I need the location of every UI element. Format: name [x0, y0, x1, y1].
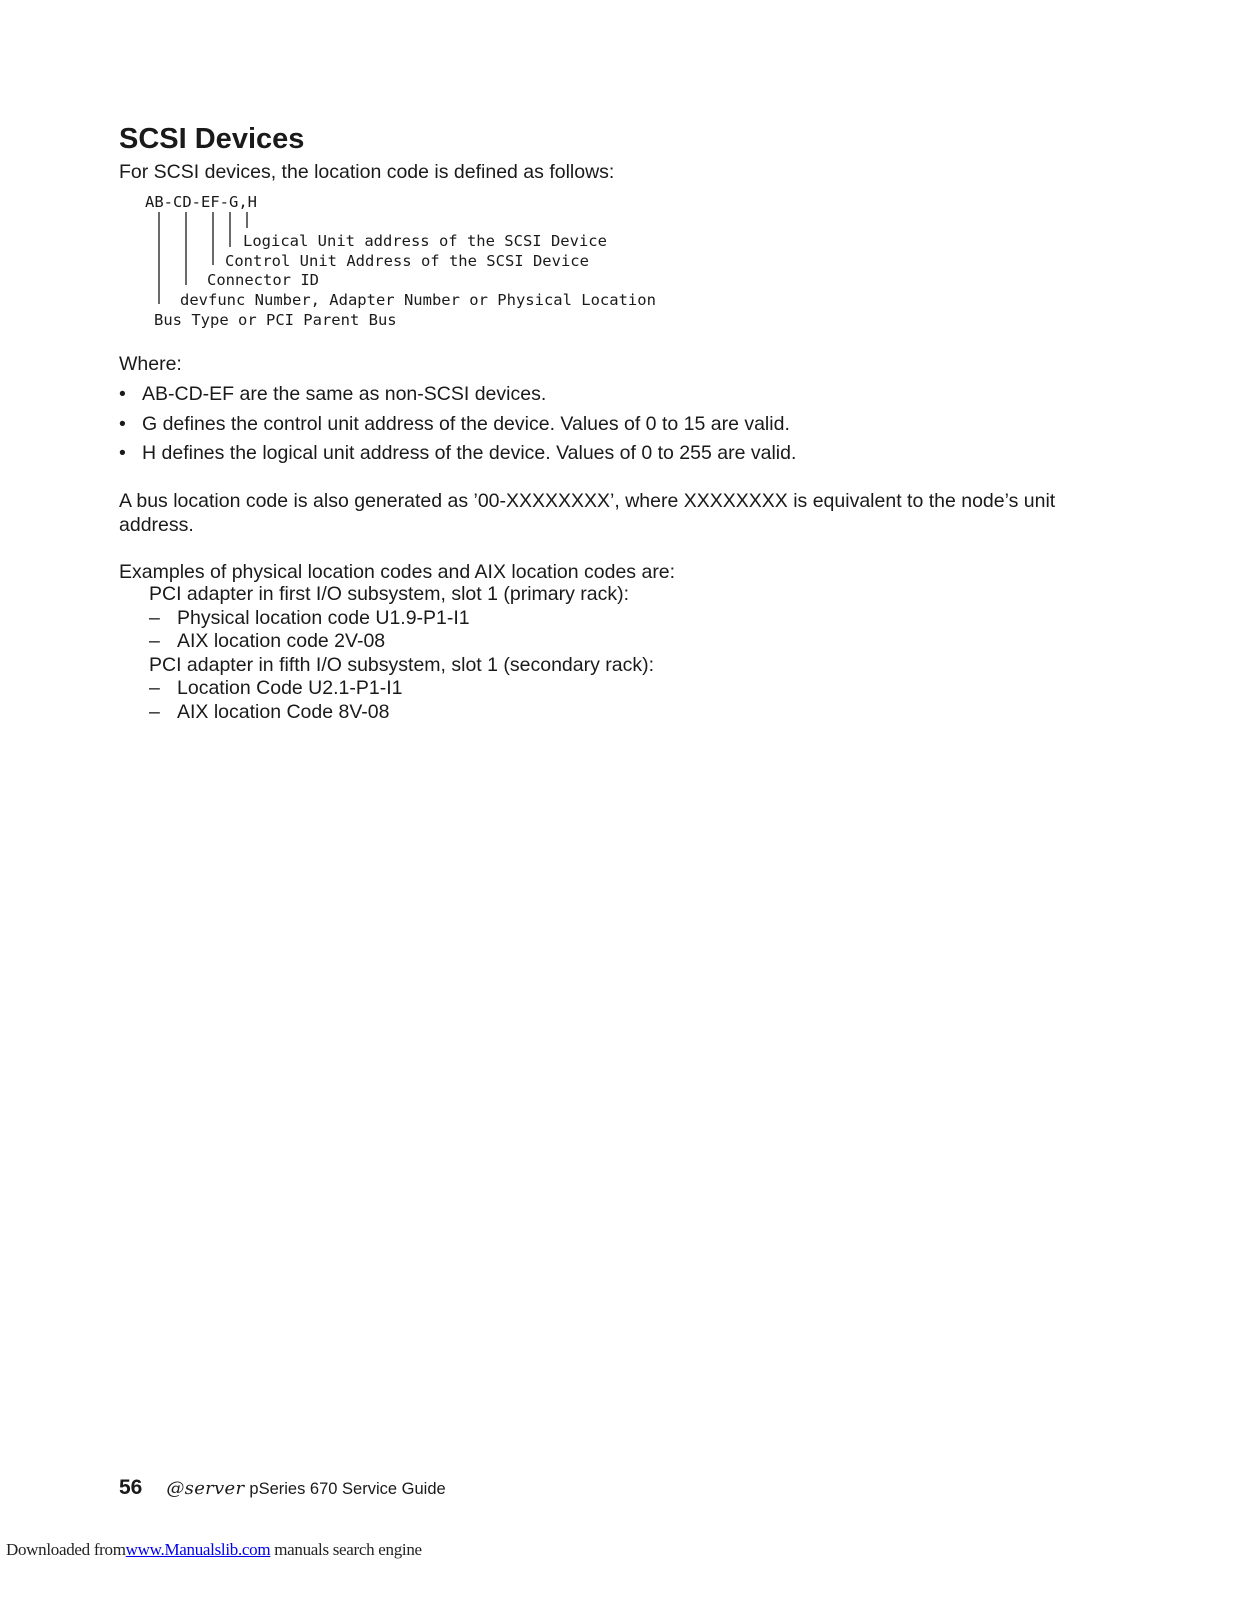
list-item	[119, 412, 1079, 436]
diagram-label-bus-type: Bus Type or PCI Parent Bus	[154, 311, 397, 329]
guide-title: pSeries 670 Service Guide	[249, 1480, 446, 1498]
download-suffix: manuals search engine	[270, 1540, 422, 1559]
example-item	[149, 701, 654, 725]
page-footer	[119, 1476, 446, 1504]
definition-list	[119, 382, 1079, 471]
example-item	[149, 607, 654, 631]
example-heading: PCI adapter in first I/O subsystem, slot 1 (primary rack):	[149, 583, 630, 605]
diagram-label-devfunc: devfunc Number, Adapter Number or Physical Location	[180, 291, 656, 309]
list-item-text: G defines the control unit address of the device. Values of 0 to 15 are valid.	[142, 412, 790, 435]
list-item-text: AB-CD-EF are the same as non-SCSI devices.	[142, 383, 547, 405]
diagram-label-logical-unit: Logical Unit address of the SCSI Device	[243, 232, 607, 250]
download-banner	[6, 1540, 422, 1560]
diagram-code: AB-CD-EF-G,H	[145, 193, 257, 211]
manualslib-link[interactable]: www.Manualslib.com	[125, 1540, 271, 1559]
bus-location-paragraph: A bus location code is also generated as ’00-XXXXXXXX’, where XXXXXXXX is equivalent to the node’s unit address.	[119, 490, 1056, 536]
dash-marker: –	[149, 630, 160, 652]
dash-marker: –	[149, 606, 160, 629]
example-item-text: AIX location Code 8V-08	[177, 700, 390, 723]
bullet-marker: •	[119, 383, 126, 405]
example-item	[149, 630, 654, 654]
eserver-logo: @server	[166, 1478, 245, 1499]
list-item-text: H defines the logical unit address of the device. Values of 0 to 255 are valid.	[142, 442, 797, 464]
list-item	[119, 382, 1079, 406]
example-item	[149, 677, 654, 701]
list-item	[119, 441, 1079, 465]
section-title: SCSI Devices	[119, 123, 305, 155]
examples-list	[149, 583, 654, 724]
example-item-text: Physical location code U1.9-P1-I1	[177, 606, 470, 629]
diagram-label-control-unit: Control Unit Address of the SCSI Device	[225, 252, 589, 270]
download-prefix: Downloaded from	[6, 1540, 126, 1559]
intro-text: For SCSI devices, the location code is defined as follows:	[119, 161, 615, 183]
example-item-text: Location Code U2.1-P1-I1	[177, 677, 403, 699]
bullet-marker: •	[119, 442, 126, 464]
location-code-diagram	[119, 192, 679, 332]
dash-marker: –	[149, 677, 160, 699]
diagram-label-connector: Connector ID	[207, 271, 319, 289]
examples-intro: Examples of physical location codes and AIX location codes are:	[119, 561, 676, 583]
where-label: Where:	[119, 353, 182, 375]
example-heading: PCI adapter in fifth I/O subsystem, slot 1 (secondary rack):	[149, 653, 655, 676]
dash-marker: –	[149, 700, 160, 723]
example-item-text: AIX location code 2V-08	[177, 630, 386, 652]
bullet-marker: •	[119, 412, 126, 435]
page-number: 56	[119, 1476, 143, 1499]
